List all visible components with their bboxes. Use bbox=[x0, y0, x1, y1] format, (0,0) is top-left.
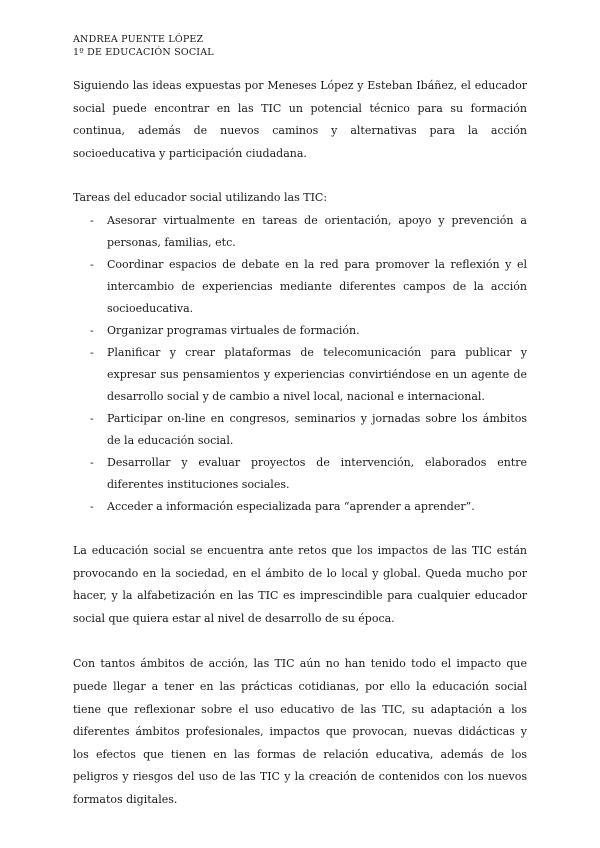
task-text: Desarrollar y evaluar proyectos de intervención, elaborados entre diferentes instituciones sociales. bbox=[107, 455, 527, 491]
task-text: Asesorar virtualmente en tareas de orientación, apoyo y prevención a personas, familias, etc. bbox=[107, 213, 527, 249]
bullet-dash: - bbox=[90, 455, 94, 469]
impact-paragraph: Con tantos ámbitos de acción, las TIC aún no han tenido todo el impacto que puede llegar a tener en las prácticas cotidianas, por ello la educación social tiene que reflexionar sobre el uso educativo de las TIC, su adaptación a los diferentes ámbitos profesionales, impactos que provocan, nuevas didácticas y los efectos que tienen en las formas de relación educativa, además de los peligros y riesgos del uso de las TIC y la creación de contenidos con los nuevos formatos digitales. bbox=[73, 657, 527, 806]
challenges-paragraph: La educación social se encuentra ante retos que los impactos de las TIC están provocando en la sociedad, en el ámbito de lo local y global. Queda mucho por hacer, y la alfabetización en las TIC es imprescindible para cualquier educador social que quiera estar al nivel de desarrollo de su época. bbox=[73, 543, 527, 625]
task-text: Organizar programas virtuales de formación. bbox=[107, 323, 360, 337]
task-text: Planificar y crear plataformas de telecomunicación para publicar y expresar sus pensamientos y experiencias convirtiéndose en un agente de desarrollo social y de cambio a nivel local, nacional e internacional. bbox=[107, 345, 527, 403]
bullet-dash: - bbox=[90, 213, 94, 227]
document-header bbox=[73, 34, 527, 59]
tasks-title: Tareas del educador social utilizando las TIC: bbox=[73, 191, 328, 205]
bullet-dash: - bbox=[90, 323, 94, 337]
intro-paragraph: Siguiendo las ideas expuestas por Meneses López y Esteban Ibáñez, el educador social puede encontrar en las TIC un potencial técnico para su formación continua, además de nuevos caminos y alternativas para la acción socioeducativa y participación ciudadana. bbox=[73, 79, 527, 160]
task-item bbox=[73, 496, 527, 518]
bullet-dash: - bbox=[90, 411, 94, 425]
task-item bbox=[73, 342, 527, 408]
task-text: Coordinar espacios de debate en la red para promover la reflexión y el intercambio de experiencias mediante diferentes campos de la acción socioeducativa. bbox=[107, 257, 527, 315]
document-page bbox=[73, 34, 527, 812]
bullet-dash: - bbox=[90, 499, 94, 513]
task-text: Acceder a información especializada para “aprender a aprender”. bbox=[107, 499, 475, 513]
task-item bbox=[73, 254, 527, 320]
task-item bbox=[73, 320, 527, 342]
task-item bbox=[73, 408, 527, 452]
task-list bbox=[73, 210, 527, 518]
bullet-dash: - bbox=[90, 345, 94, 359]
author-name: ANDREA PUENTE LÓPEZ bbox=[73, 34, 204, 45]
course-name: 1º DE EDUCACIÓN SOCIAL bbox=[73, 46, 214, 58]
task-item bbox=[73, 452, 527, 496]
bullet-dash: - bbox=[90, 257, 94, 271]
task-text: Participar on-line en congresos, seminarios y jornadas sobre los ámbitos de la educación social. bbox=[107, 411, 527, 447]
task-item bbox=[73, 210, 527, 254]
